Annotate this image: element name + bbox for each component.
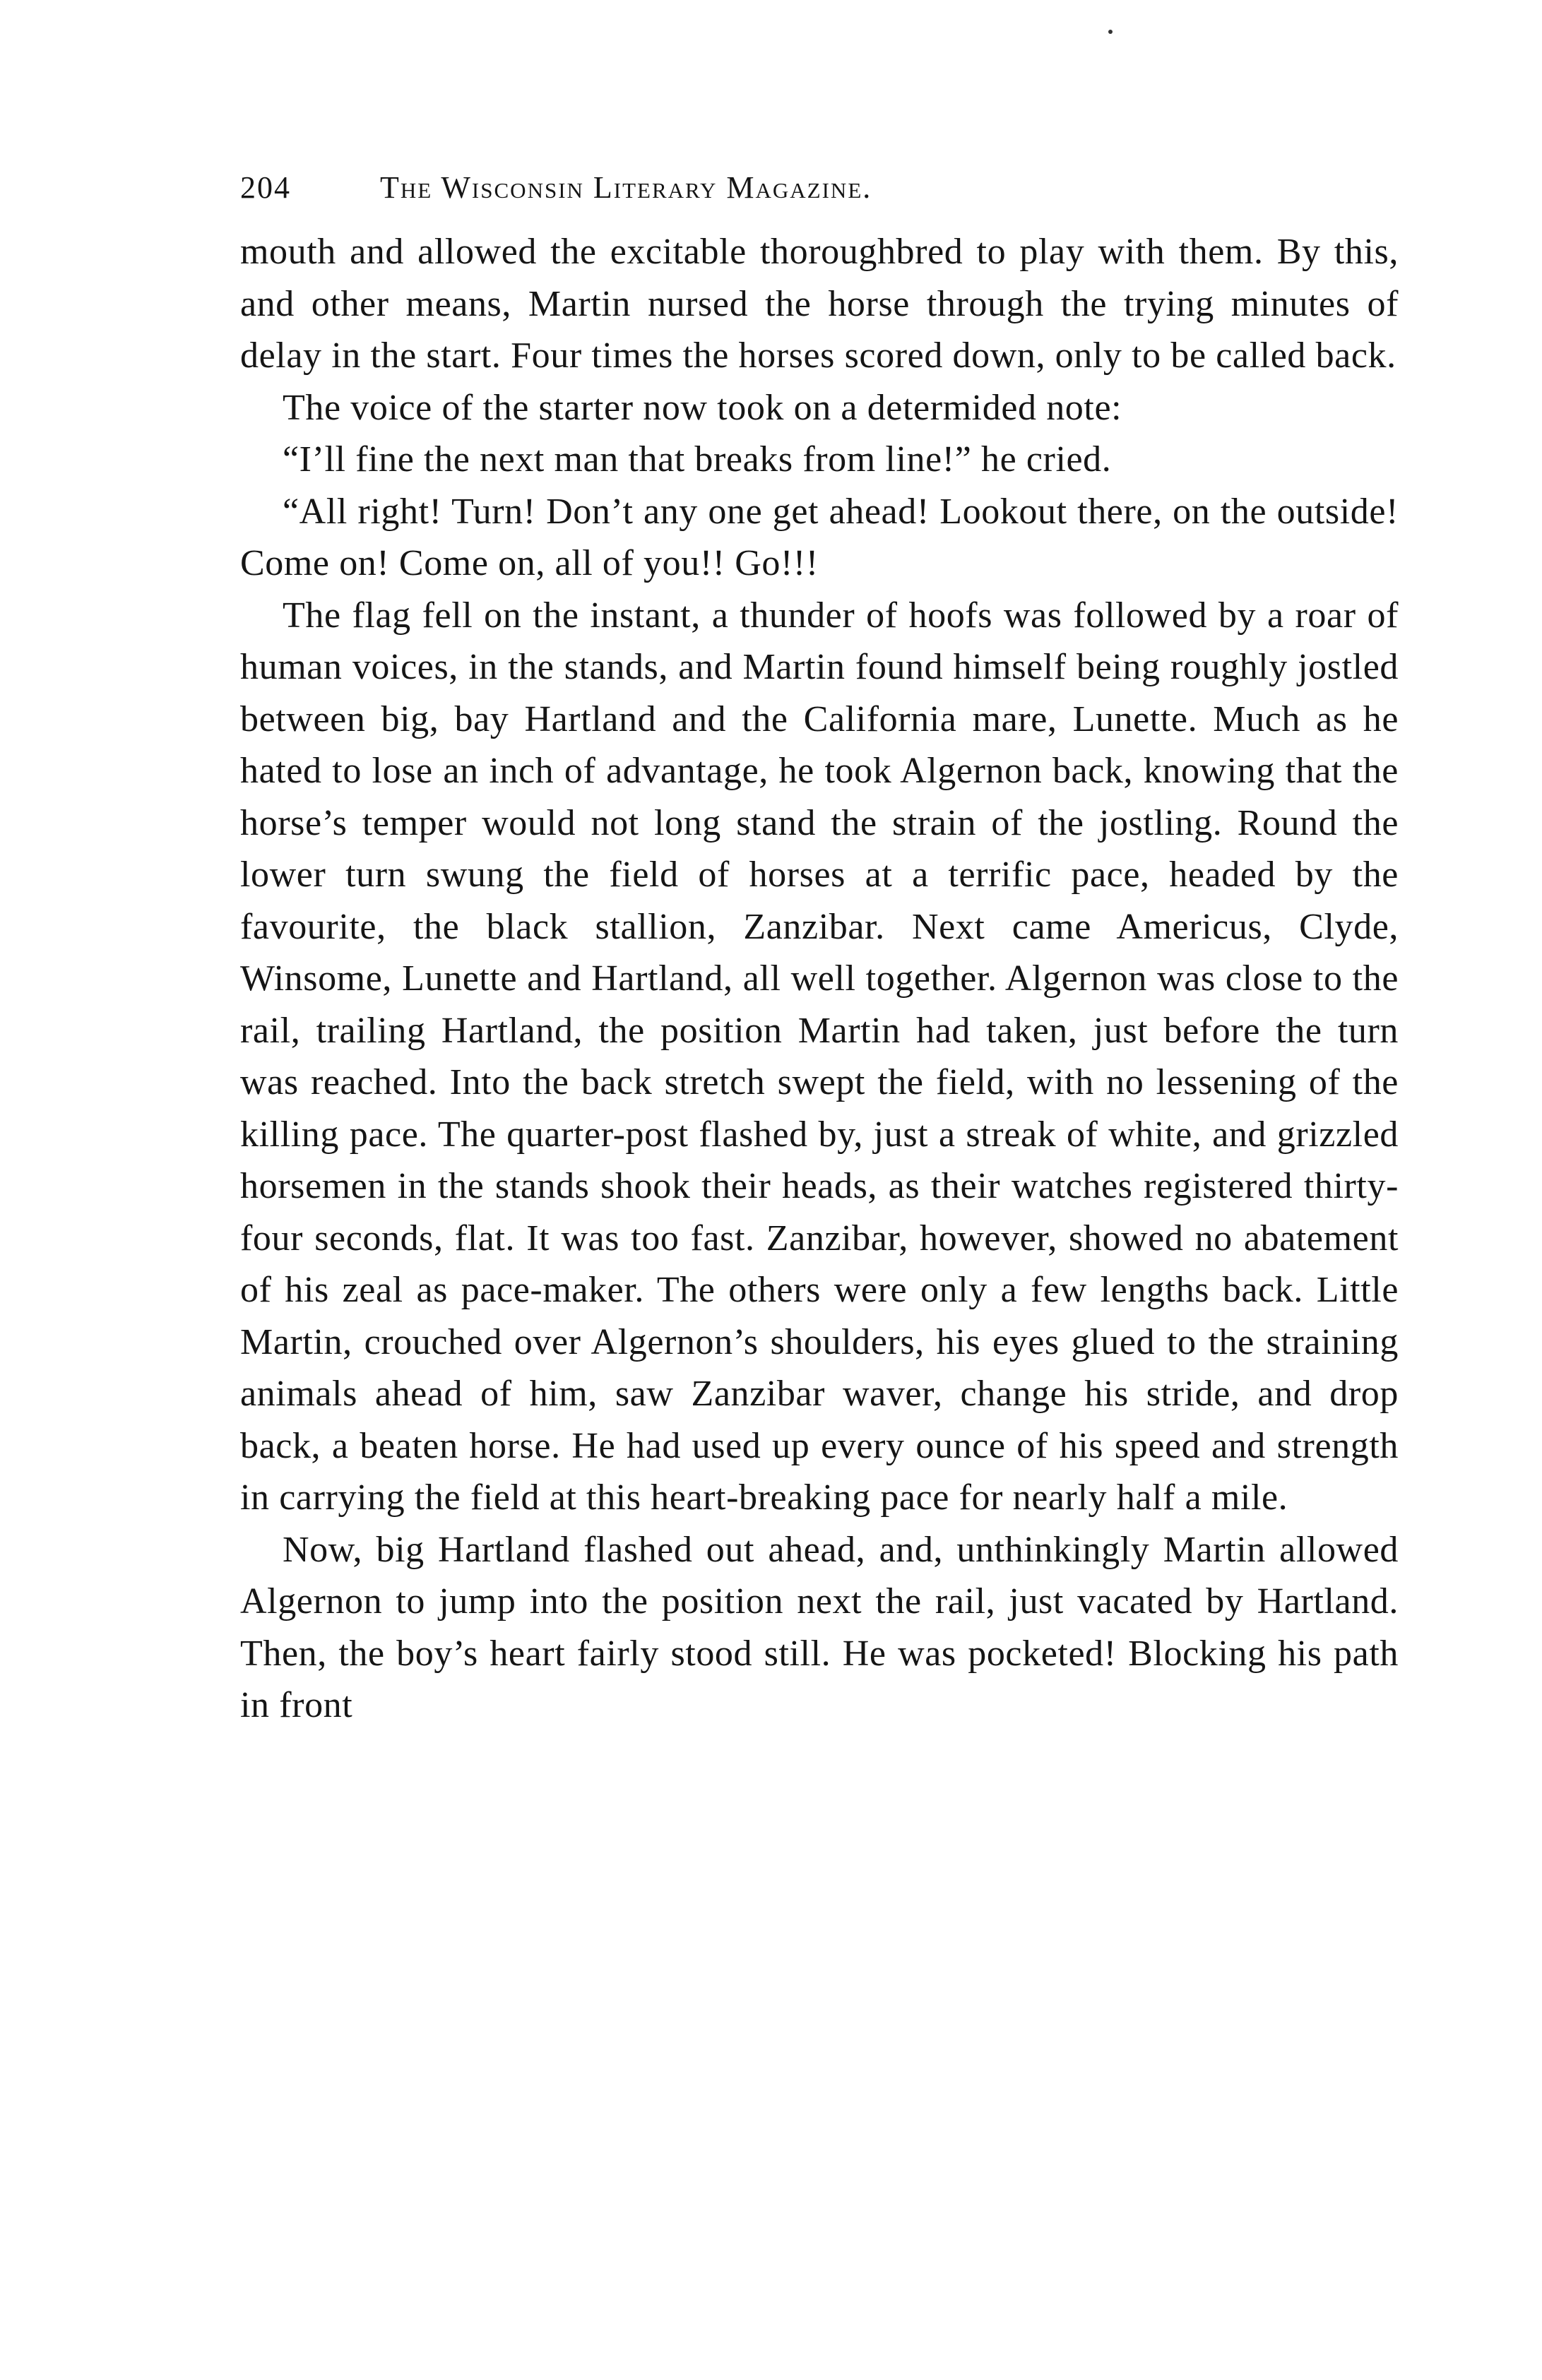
magazine-title: The Wisconsin Literary Magazine. (380, 170, 872, 205)
paragraph-pocketed: Now, big Hartland flashed out ahead, and, unthinkingly Martin allowed Algernon to jump into the position next the rail, just vacated by Hartland. Then, the boy’s heart fairly stood still. He was pocketed! Blocking his path in front (240, 1529, 1399, 1725)
running-head (240, 169, 1399, 226)
paragraph-quote-fine: “I’ll fine the next man that breaks from line!” he cried. (283, 439, 1112, 480)
book-page (240, 169, 1399, 1732)
body-text (240, 226, 1399, 1732)
page-number: 204 (240, 170, 291, 205)
paragraph-continuation: mouth and allowed the excitable thoroughbred to play with them. By this, and other means, Martin nursed the horse through the trying minutes of delay in the start. Four times the horses scored down, only to be called back. (240, 232, 1399, 376)
paragraph-starter-voice: The voice of the starter now took on a determided note: (283, 387, 1122, 428)
paragraph-race-start: The flag fell on the instant, a thunder of hoofs was followed by a roar of human voices, in the stands, and Martin found himself being roughly jostled between big, bay Hartland and the California mare, Lunette. Much as he hated to lose an inch of advantage, he took Algernon back, knowing that the horse’s temper would not long stand the strain of the jostling. Round the lower turn swung the field of horses at a terrific pace, headed by the favourite, the black stallion, Zanzibar. Next came Americus, Clyde, Winsome, Lunette and Hartland, all well together. Algernon was close to the rail, trailing Hartland, the position Martin had taken, just before the turn was reached. Into the back stretch swept the field, with no lessening of the killing pace. The quarter-post flashed by, just a streak of white, and grizzled horsemen in the stands shook their heads, as their watches registered thirty-four seconds, flat. It was too fast. Zanzibar, however, showed no abatement of his zeal as pace-maker. The others were only a few lengths back. Little Martin, crouched over Algernon’s shoulders, his eyes glued to the straining animals ahead of him, saw Zanzibar waver, change his stride, and drop back, a beaten horse. He had used up every ounce of his speed and strength in carrying the field at this heart-breaking pace for nearly half a mile. (240, 595, 1399, 1518)
paragraph-quote-go: “All right! Turn! Don’t any one get ahead! Lookout there, on the outside! Come on! Come on, all of you!! Go!!! (240, 491, 1399, 583)
print-speck (1108, 30, 1113, 34)
